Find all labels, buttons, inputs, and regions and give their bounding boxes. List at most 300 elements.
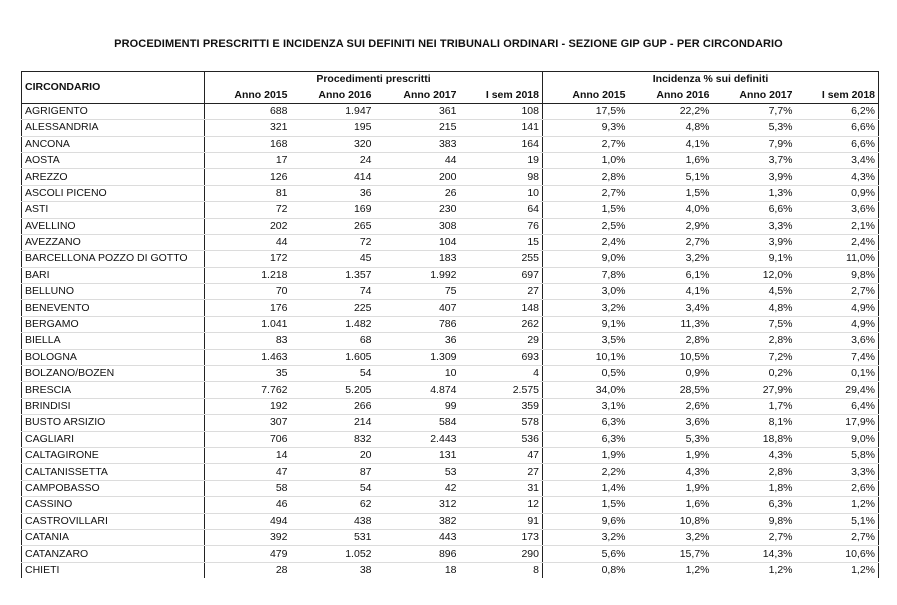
incidenza-cell: 6,6% (796, 120, 879, 136)
table-row (22, 382, 879, 398)
prescritti-cell: 494 (205, 513, 291, 529)
incidenza-cell: 9,6% (543, 513, 629, 529)
circondario-name: BOLZANO/BOZEN (22, 366, 205, 382)
incidenza-cell: 3,6% (796, 202, 879, 218)
circondario-name: BERGAMO (22, 316, 205, 332)
incidenza-cell: 0,5% (543, 366, 629, 382)
incidenza-cell: 6,3% (713, 497, 796, 513)
circondario-name: BRINDISI (22, 398, 205, 414)
prescritti-cell: 81 (205, 185, 291, 201)
prescritti-cell: 438 (291, 513, 375, 529)
prescritti-cell: 10 (460, 185, 543, 201)
incidenza-cell: 15,7% (629, 546, 713, 562)
incidenza-cell: 2,7% (713, 529, 796, 545)
prescritti-cell: 688 (205, 103, 291, 119)
incidenza-cell: 14,3% (713, 546, 796, 562)
prescritti-cell: 255 (460, 251, 543, 267)
prescritti-cell: 44 (375, 152, 460, 168)
prescritti-cell: 693 (460, 349, 543, 365)
incidenza-cell: 9,3% (543, 120, 629, 136)
prescritti-cell: 12 (460, 497, 543, 513)
prescritti-cell: 392 (205, 529, 291, 545)
prescritti-cell: 1.052 (291, 546, 375, 562)
incidenza-cell: 3,9% (713, 234, 796, 250)
incidenza-cell: 6,4% (796, 398, 879, 414)
incidenza-cell: 29,4% (796, 382, 879, 398)
prescritti-cell: 1.309 (375, 349, 460, 365)
table-row (22, 447, 879, 463)
incidenza-cell: 1,2% (685, 563, 710, 576)
incidenza-cell: 3,5% (543, 333, 629, 349)
incidenza-cell: 4,1% (629, 136, 713, 152)
incidenza-cell: 7,4% (796, 349, 879, 365)
table-row (22, 333, 879, 349)
incidenza-cell: 3,0% (543, 284, 629, 300)
prescritti-cell: 83 (205, 333, 291, 349)
incidenza-cell: 2,6% (796, 480, 879, 496)
prescritti-cell: 75 (375, 284, 460, 300)
prescritti-cell: 17 (205, 152, 291, 168)
incidenza-cell: 4,8% (713, 300, 796, 316)
incidenza-cell: 7,8% (543, 267, 629, 283)
incidenza-cell: 2,1% (796, 218, 879, 234)
incidenza-cell: 2,7% (543, 185, 629, 201)
incidenza-cell: 7,5% (713, 316, 796, 332)
incidenza-cell: 3,9% (713, 169, 796, 185)
incidenza-cell: 7,2% (713, 349, 796, 365)
incidenza-cell: 4,3% (796, 169, 879, 185)
incidenza-cell: 1,7% (713, 398, 796, 414)
circondario-name: ANCONA (22, 136, 205, 152)
prescritti-cell: 14 (205, 447, 291, 463)
incidenza-cell: 7,9% (713, 136, 796, 152)
prescritti-cell: 382 (375, 513, 460, 529)
incidenza-cell: 10,6% (796, 546, 879, 562)
prescritti-cell: 1.482 (291, 316, 375, 332)
incidenza-cell: 4,1% (629, 284, 713, 300)
incidenza-cell: 3,3% (713, 218, 796, 234)
prescritti-cell: 706 (205, 431, 291, 447)
incidenza-cell: 9,0% (796, 431, 879, 447)
table-row (22, 366, 879, 382)
circondario-name: BIELLA (22, 333, 205, 349)
incidenza-cell: 2,7% (543, 136, 629, 152)
incidenza-cell: 18,8% (713, 431, 796, 447)
prescritti-cell: 5.205 (291, 382, 375, 398)
prescritti-cell: 308 (375, 218, 460, 234)
prescritti-cell: 173 (460, 529, 543, 545)
prescritti-cell: 87 (291, 464, 375, 480)
prescritti-cell: 1.463 (205, 349, 291, 365)
prescritti-cell: 54 (291, 480, 375, 496)
table-row (22, 529, 879, 545)
prescritti-cell: 361 (375, 103, 460, 119)
incidenza-cell: 1,5% (543, 497, 629, 513)
circondario-name: BARI (22, 267, 205, 283)
incidenza-cell: 0,1% (796, 366, 879, 382)
incidenza-cell: 4,3% (713, 447, 796, 463)
incidenza-cell: 4,9% (796, 300, 879, 316)
prescritti-cell: 38 (359, 563, 372, 576)
prescritti-cell: 584 (375, 415, 460, 431)
prescritti-cell: 1.218 (205, 267, 291, 283)
prescritti-cell: 27 (460, 284, 543, 300)
prescritti-cell: 99 (375, 398, 460, 414)
circondario-name: CASTROVILLARI (22, 513, 205, 529)
incidenza-cell: 2,2% (543, 464, 629, 480)
incidenza-cell: 3,6% (796, 333, 879, 349)
incidenza-cell: 10,8% (629, 513, 713, 529)
circondario-name: CALTAGIRONE (22, 447, 205, 463)
prescritti-cell: 443 (375, 529, 460, 545)
prescritti-cell: 200 (375, 169, 460, 185)
circondario-name: AREZZO (22, 169, 205, 185)
prescritti-cell: 321 (205, 120, 291, 136)
incidenza-cell: 3,2% (543, 300, 629, 316)
table-row (22, 316, 879, 332)
incidenza-cell: 9,8% (796, 267, 879, 283)
prescritti-cell: 28 (275, 563, 288, 576)
incidenza-cell: 1,2% (768, 563, 793, 576)
prescritti-cell: 195 (291, 120, 375, 136)
incidenza-cell: 1,8% (713, 480, 796, 496)
prescritti-cell: 47 (205, 464, 291, 480)
incidenza-cell: 3,1% (543, 398, 629, 414)
table-row (22, 415, 879, 431)
prescritti-cell: 168 (205, 136, 291, 152)
prescritti-cell: 383 (375, 136, 460, 152)
header-group-prescritti: Procedimenti prescritti (205, 72, 543, 88)
prescritti-cell: 214 (291, 415, 375, 431)
incidenza-cell: 28,5% (629, 382, 713, 398)
prescritti-cell: 1.357 (291, 267, 375, 283)
prescritti-cell: 141 (460, 120, 543, 136)
prescritti-cell: 108 (460, 103, 543, 119)
table-row (22, 464, 879, 480)
circondario-name: AVEZZANO (22, 234, 205, 250)
incidenza-cell: 1,2% (796, 562, 879, 578)
incidenza-cell: 2,7% (796, 284, 879, 300)
table-row (22, 300, 879, 316)
incidenza-cell: 2,8% (543, 169, 629, 185)
table-row (22, 267, 879, 283)
prescritti-cell: 225 (291, 300, 375, 316)
header-year: Anno 2016 (629, 87, 713, 103)
prescritti-cell: 479 (205, 546, 291, 562)
prescritti-cell: 126 (205, 169, 291, 185)
incidenza-cell: 17,5% (543, 103, 629, 119)
prescritti-cell: 98 (460, 169, 543, 185)
incidenza-cell: 4,9% (796, 316, 879, 332)
prescritti-cell: 578 (460, 415, 543, 431)
prescritti-cell: 290 (460, 546, 543, 562)
prescritti-cell: 54 (291, 366, 375, 382)
prescritti-cell: 1.992 (375, 267, 460, 283)
table-row (22, 218, 879, 234)
circondario-name: AOSTA (22, 152, 205, 168)
prescritti-cell: 76 (460, 218, 543, 234)
prescritti-cell: 18 (444, 563, 457, 576)
circondario-name: CHIETI (22, 562, 205, 578)
prescritti-cell: 19 (460, 152, 543, 168)
incidenza-cell: 2,5% (543, 218, 629, 234)
table-row (22, 234, 879, 250)
prescritti-cell: 359 (460, 398, 543, 414)
prescritti-cell: 47 (460, 447, 543, 463)
incidenza-cell: 2,6% (629, 398, 713, 414)
prescritti-cell: 2.443 (375, 431, 460, 447)
prescritti-cell: 91 (460, 513, 543, 529)
incidenza-cell: 6,6% (796, 136, 879, 152)
incidenza-cell: 12,0% (713, 267, 796, 283)
incidenza-cell: 1,9% (629, 447, 713, 463)
incidenza-cell: 2,4% (543, 234, 629, 250)
incidenza-cell: 11,3% (629, 316, 713, 332)
incidenza-cell: 7,7% (713, 103, 796, 119)
prescritti-cell: 46 (205, 497, 291, 513)
prescritti-cell: 42 (375, 480, 460, 496)
incidenza-cell: 11,0% (796, 251, 879, 267)
incidenza-cell: 3,2% (629, 251, 713, 267)
prescritti-cell: 20 (291, 447, 375, 463)
incidenza-cell: 3,3% (796, 464, 879, 480)
prescritti-cell: 44 (205, 234, 291, 250)
prescritti-cell: 1.947 (291, 103, 375, 119)
circondario-name: BRESCIA (22, 382, 205, 398)
incidenza-cell: 9,0% (543, 251, 629, 267)
incidenza-cell: 22,2% (629, 103, 713, 119)
incidenza-cell: 4,8% (629, 120, 713, 136)
header-year: Anno 2015 (205, 87, 291, 103)
incidenza-cell: 6,2% (796, 103, 879, 119)
incidenza-cell: 6,6% (713, 202, 796, 218)
incidenza-cell: 2,8% (713, 464, 796, 480)
prescritti-cell: 36 (291, 185, 375, 201)
incidenza-cell: 1,0% (543, 152, 629, 168)
incidenza-cell: 4,3% (629, 464, 713, 480)
incidenza-cell: 10,1% (543, 349, 629, 365)
incidenza-cell: 2,9% (629, 218, 713, 234)
prescritti-cell: 2.575 (460, 382, 543, 398)
prescritti-cell: 72 (291, 234, 375, 250)
circondario-name: AVELLINO (22, 218, 205, 234)
incidenza-cell: 0,2% (713, 366, 796, 382)
prescritti-cell: 45 (291, 251, 375, 267)
incidenza-cell: 9,8% (713, 513, 796, 529)
circondario-name: BOLOGNA (22, 349, 205, 365)
circondario-name: CATANIA (22, 529, 205, 545)
circondario-name: CATANZARO (22, 546, 205, 562)
circondario-name: ASTI (22, 202, 205, 218)
prescritti-cell: 8 (460, 562, 543, 578)
prescritti-cell: 68 (291, 333, 375, 349)
incidenza-cell: 2,8% (629, 333, 713, 349)
incidenza-cell: 1,6% (629, 497, 713, 513)
header-year: Anno 2017 (713, 87, 796, 103)
header-year: Anno 2016 (291, 87, 375, 103)
incidenza-cell: 5,8% (796, 447, 879, 463)
prescritti-cell: 169 (291, 202, 375, 218)
prescritti-cell: 262 (460, 316, 543, 332)
circondario-name: CALTANISSETTA (22, 464, 205, 480)
incidenza-cell: 27,9% (713, 382, 796, 398)
incidenza-cell: 8,1% (713, 415, 796, 431)
prescritti-cell: 4.874 (375, 382, 460, 398)
prescritti-cell: 62 (291, 497, 375, 513)
prescritti-cell: 26 (375, 185, 460, 201)
incidenza-cell: 10,5% (629, 349, 713, 365)
table-row (22, 546, 879, 562)
incidenza-cell: 9,1% (543, 316, 629, 332)
table-row (22, 480, 879, 496)
prescritti-cell: 786 (375, 316, 460, 332)
circondario-name: BUSTO ARSIZIO (22, 415, 205, 431)
prescritti-cell: 1.605 (291, 349, 375, 365)
incidenza-cell: 1,5% (543, 202, 629, 218)
incidenza-cell: 1,4% (543, 480, 629, 496)
prescritti-cell: 230 (375, 202, 460, 218)
table-row (22, 431, 879, 447)
incidenza-cell: 3,6% (629, 415, 713, 431)
prescritti-cell: 29 (460, 333, 543, 349)
incidenza-cell: 2,7% (796, 529, 879, 545)
incidenza-cell: 2,8% (713, 333, 796, 349)
incidenza-cell: 2,7% (629, 234, 713, 250)
prescritti-cell: 407 (375, 300, 460, 316)
prescritti-cell: 266 (291, 398, 375, 414)
circondario-name: ALESSANDRIA (22, 120, 205, 136)
incidenza-cell: 3,4% (629, 300, 713, 316)
prescritti-cell: 832 (291, 431, 375, 447)
table-row (22, 169, 879, 185)
incidenza-cell: 1,3% (713, 185, 796, 201)
table-row (22, 398, 879, 414)
header-circondario: CIRCONDARIO (22, 72, 205, 104)
incidenza-cell: 9,1% (713, 251, 796, 267)
prescritti-cell: 697 (460, 267, 543, 283)
incidenza-cell: 3,2% (543, 529, 629, 545)
prescritti-cell: 1.041 (205, 316, 291, 332)
prescritti-cell: 70 (205, 284, 291, 300)
circondario-name: ASCOLI PICENO (22, 185, 205, 201)
prescritti-cell: 312 (375, 497, 460, 513)
header-group-incidenza: Incidenza % sui definiti (543, 72, 879, 88)
table-row (22, 120, 879, 136)
prescritti-cell: 265 (291, 218, 375, 234)
incidenza-cell: 3,4% (796, 152, 879, 168)
prescritti-cell: 320 (291, 136, 375, 152)
circondario-name: BARCELLONA POZZO DI GOTTO (22, 251, 205, 267)
prescritti-cell: 192 (205, 398, 291, 414)
prescritti-cell: 183 (375, 251, 460, 267)
incidenza-cell: 1,2% (796, 497, 879, 513)
prescritti-cell: 131 (375, 447, 460, 463)
incidenza-cell: 6,1% (629, 267, 713, 283)
prescritti-cell: 307 (205, 415, 291, 431)
incidenza-cell: 4,0% (629, 202, 713, 218)
incidenza-cell: 1,9% (543, 447, 629, 463)
incidenza-cell: 0,9% (629, 366, 713, 382)
prescritti-cell: 15 (460, 234, 543, 250)
circondario-name: CASSINO (22, 497, 205, 513)
prescritti-cell: 72 (205, 202, 291, 218)
circondario-name: BELLUNO (22, 284, 205, 300)
incidenza-cell: 2,4% (796, 234, 879, 250)
prescritti-cell: 64 (460, 202, 543, 218)
incidenza-cell: 1,6% (629, 152, 713, 168)
prescritti-cell: 31 (460, 480, 543, 496)
incidenza-cell: 4,5% (713, 284, 796, 300)
incidenza-cell: 5,1% (796, 513, 879, 529)
prescritti-cell: 4 (460, 366, 543, 382)
prescritti-cell: 414 (291, 169, 375, 185)
incidenza-cell: 3,7% (713, 152, 796, 168)
prescritti-cell: 36 (375, 333, 460, 349)
incidenza-cell: 5,6% (543, 546, 629, 562)
table-row (22, 251, 879, 267)
prescritti-cell: 164 (460, 136, 543, 152)
incidenza-cell: 34,0% (543, 382, 629, 398)
prescritti-cell: 172 (205, 251, 291, 267)
incidenza-cell: 0,9% (796, 185, 879, 201)
prescritti-cell: 24 (291, 152, 375, 168)
prescritti-cell: 896 (375, 546, 460, 562)
incidenza-cell: 6,3% (543, 415, 629, 431)
prescritti-cell: 74 (291, 284, 375, 300)
page-title: PROCEDIMENTI PRESCRITTI E INCIDENZA SUI DEFINITI NEI TRIBUNALI ORDINARI - SEZIONE GIP GUP - PER CIRCONDARIO (114, 38, 783, 50)
table-row (22, 103, 879, 119)
table-row (22, 185, 879, 201)
table-row (22, 152, 879, 168)
prescritti-cell: 536 (460, 431, 543, 447)
prescritti-cell: 202 (205, 218, 291, 234)
circondario-name: CAGLIARI (22, 431, 205, 447)
table-row (22, 562, 879, 578)
incidenza-cell: 1,5% (629, 185, 713, 201)
table-row (22, 349, 879, 365)
data-table (21, 71, 879, 578)
prescritti-cell: 58 (205, 480, 291, 496)
header-year: I sem 2018 (460, 87, 543, 103)
incidenza-cell: 5,3% (629, 431, 713, 447)
header-year: Anno 2015 (543, 87, 629, 103)
incidenza-cell: 5,3% (713, 120, 796, 136)
prescritti-cell: 35 (205, 366, 291, 382)
incidenza-cell: 0,8% (601, 563, 626, 576)
incidenza-cell: 1,9% (629, 480, 713, 496)
incidenza-cell: 17,9% (796, 415, 879, 431)
circondario-name: BENEVENTO (22, 300, 205, 316)
table-row (22, 513, 879, 529)
prescritti-cell: 53 (375, 464, 460, 480)
prescritti-cell: 531 (291, 529, 375, 545)
prescritti-cell: 10 (375, 366, 460, 382)
header-year: Anno 2017 (375, 87, 460, 103)
circondario-name: CAMPOBASSO (22, 480, 205, 496)
table-row (22, 284, 879, 300)
prescritti-cell: 176 (205, 300, 291, 316)
table-body (22, 103, 879, 578)
table-row (22, 136, 879, 152)
prescritti-cell: 27 (460, 464, 543, 480)
prescritti-cell: 104 (375, 234, 460, 250)
header-year: I sem 2018 (796, 87, 879, 103)
incidenza-cell: 5,1% (629, 169, 713, 185)
prescritti-cell: 7.762 (205, 382, 291, 398)
incidenza-cell: 6,3% (543, 431, 629, 447)
table-row (22, 202, 879, 218)
incidenza-cell: 3,2% (629, 529, 713, 545)
